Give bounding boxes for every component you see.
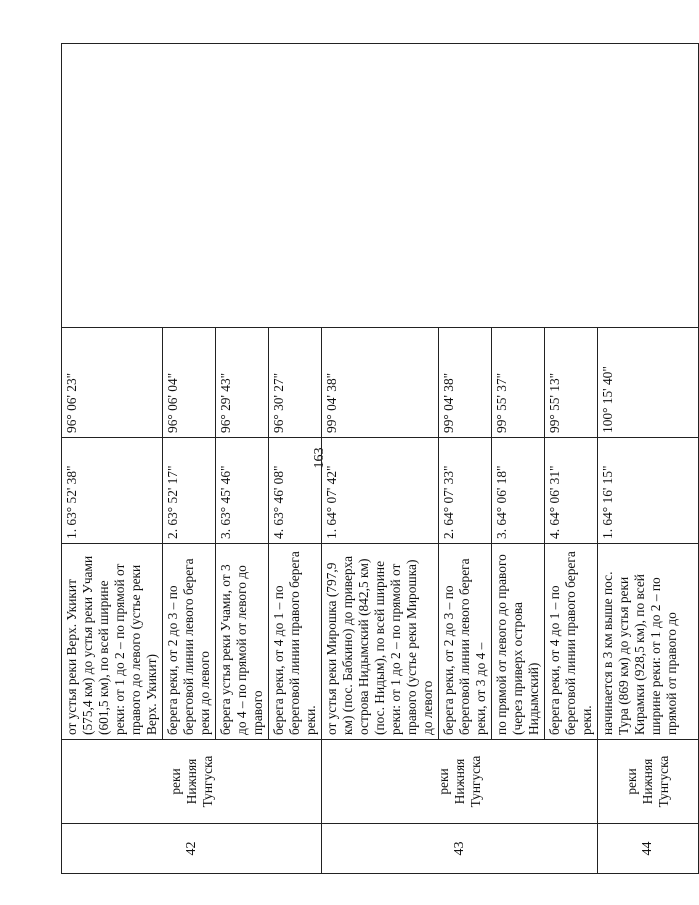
description (598, 544, 699, 740)
longitude: 99° 55' 13" (545, 328, 598, 438)
latitude (322, 438, 439, 544)
latitude-value: 64° 06' 18" (494, 465, 509, 526)
point-number: 3. (494, 528, 509, 539)
latitude (216, 438, 269, 544)
segment-text: берега реки, от 4 до 1 – по береговой линии правого берега реки. (545, 544, 598, 740)
description-main: от устья реки Верх. Укикит (575,4 км) до устья реки Учами (601,5 км), по всей ширине реки: (64, 555, 127, 735)
page-number: 163 (312, 447, 327, 469)
coordinates-table (61, 43, 699, 874)
longitude: 96° 29' 43" (216, 328, 269, 438)
point-number: 1. (600, 528, 615, 539)
description-main: начинается в 3 км выше пос. Тура (869 км) до устья реки Кирамки (928,5 км), по всей ширине реки: (600, 571, 663, 735)
latitude-value: 63° 52' 38" (64, 465, 79, 526)
description-main: от устья реки Мирошка (797,9 км) (пос. Бабкино) до приверха острова Нидымский (842,5 км) (пос. Нидым), по всей ширине реки: (324, 555, 403, 735)
latitude (492, 438, 545, 544)
latitude-value: 64° 07' 33" (441, 465, 456, 526)
description (322, 544, 439, 740)
longitude: 100° 15' 40" (598, 328, 699, 438)
latitude-value: 63° 46' 08" (271, 465, 286, 526)
longitude: 96° 06' 23" (62, 328, 163, 438)
river-name: реки Нижняя Тунгуска (598, 740, 699, 824)
segment-text: от 1 до 2 – по прямой от правого до (648, 577, 679, 735)
latitude-value: 64° 06' 31" (547, 465, 562, 526)
latitude-value: 64° 16' 15" (600, 465, 615, 526)
point-number: 1. (324, 528, 339, 539)
point-number: 1. (64, 528, 79, 539)
description (62, 544, 163, 740)
segment-text: берега реки, от 4 до 1 – по береговой линии правого берега реки. (269, 544, 322, 740)
segment-text: от 1 до 2 – по прямой от правого (устье реки Мирошка) до левого (388, 559, 435, 735)
rotated-table-container (61, 44, 679, 874)
latitude-value: 63° 52' 17" (165, 465, 180, 526)
latitude (598, 438, 699, 544)
point-number: 4. (547, 528, 562, 539)
segment-text: по прямой от левого до правого (через приверх острова Нидымский) (492, 544, 545, 740)
point-number: 2. (165, 528, 180, 539)
point-number: 3. (218, 528, 233, 539)
row-number: 43 (322, 824, 598, 874)
latitude (269, 438, 322, 544)
empty-column (62, 44, 699, 328)
segment-text: от 1 до 2 – по прямой от правого до левого (устье реки Верх. Укикит) (112, 563, 159, 735)
segment-text: берега устья реки Учами, от 3 до 4 – по прямой от левого до правого (216, 544, 269, 740)
row-number: 44 (598, 824, 699, 874)
latitude (163, 438, 216, 544)
latitude-value: 64° 07' 42" (324, 465, 339, 526)
longitude: 99° 55' 37" (492, 328, 545, 438)
river-name: реки Нижняя Тунгуска (62, 740, 322, 824)
longitude: 99° 04' 38" (439, 328, 492, 438)
point-number: 4. (271, 528, 286, 539)
latitude (62, 438, 163, 544)
segment-text: берега реки, от 2 до 3 – по береговой линии левого берега реки до левого (163, 544, 216, 740)
river-name: реки Нижняя Тунгуска (322, 740, 598, 824)
row-number: 42 (62, 824, 322, 874)
latitude (439, 438, 492, 544)
point-number: 2. (441, 528, 456, 539)
longitude: 96° 30' 27" (269, 328, 322, 438)
table-row (62, 44, 163, 874)
longitude: 99° 04' 38" (322, 328, 439, 438)
latitude-value: 63° 45' 46" (218, 465, 233, 526)
segment-text: берега реки, от 2 до 3 – по береговой линии левого берега реки, от 3 до 4 – (439, 544, 492, 740)
longitude: 96° 06' 04" (163, 328, 216, 438)
latitude (545, 438, 598, 544)
